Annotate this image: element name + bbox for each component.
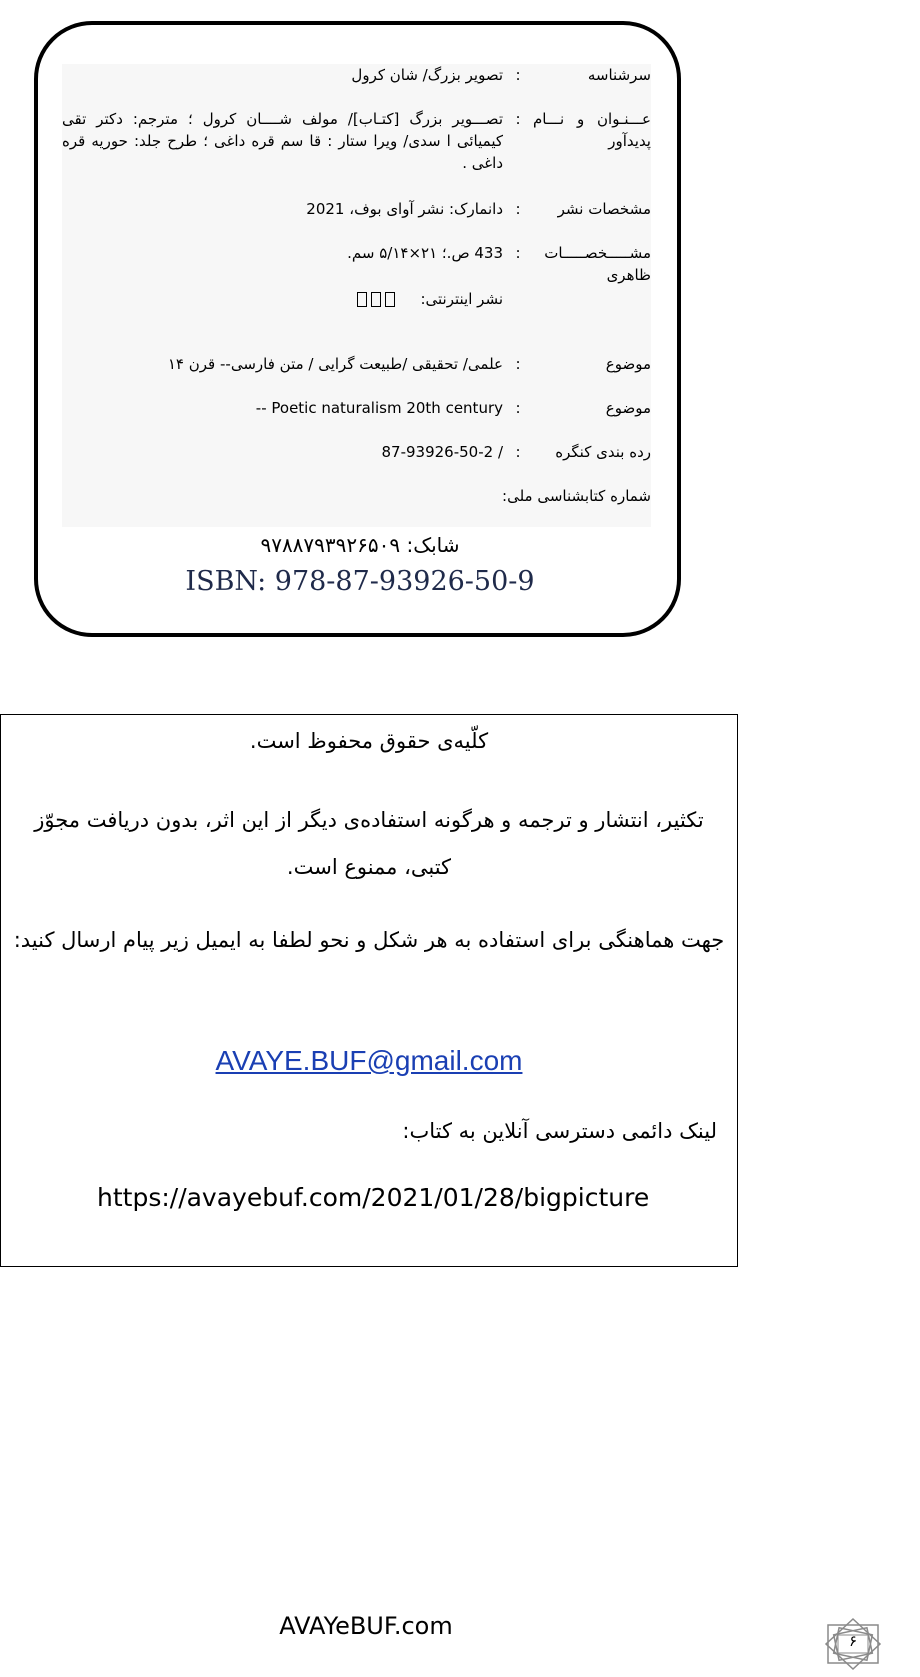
rights-box (0, 714, 738, 1267)
catalog-colon: : (515, 399, 521, 417)
catalog-row-author (62, 64, 651, 86)
catalog-value: علمی/ تحقیقی /طبیعت گرایی / متن فارسی-- قرن ۱۴ (167, 355, 503, 373)
catalog-label: مشخصات نشر (557, 200, 651, 218)
catalog-colon: : (515, 110, 521, 128)
catalog-label: موضوع (605, 399, 651, 417)
catalog-value: / 87-93926-50-2 (381, 443, 503, 461)
catalog-row-publication (62, 198, 651, 220)
catalog-row-online (62, 288, 651, 310)
catalog-table (62, 64, 651, 527)
catalog-row-title (62, 108, 651, 178)
missing-glyph-icon (385, 292, 395, 307)
online-link-label: لینک دائمی دسترسی آنلاین به کتاب: (402, 1119, 717, 1143)
rights-heading: کلّیه‌ی حقوق محفوظ است. (249, 729, 489, 753)
catalog-value: تصـــویر بزرگ [کتـاب]/ مولف شــــان کرول ؛ مترجم: دکتر تقی کیمیائی ا سدی/ ویرا ستار : قا سم قره داغی ؛ طرح جلد: حوریه قره داغی . (62, 110, 503, 172)
catalog-value: Poetic naturalism 20th century -- (255, 399, 503, 417)
catalog-value: 433 ص.؛ ۲۱×۵/۱۴ سم. (347, 244, 503, 262)
catalog-colon: : (515, 66, 521, 84)
book-url-link[interactable]: https://avayebuf.com/2021/01/28/bigpicture (97, 1183, 650, 1212)
catalog-value: دانمارک: نشر آوای بوف، 2021 (306, 200, 503, 218)
catalog-colon: : (515, 244, 521, 262)
missing-glyph-icon (371, 292, 381, 307)
catalog-colon: : (515, 355, 521, 373)
catalog-colon: : (515, 200, 521, 218)
catalog-value: تصویر بزرگ/ شان کرول (351, 66, 503, 84)
catalog-row-congress (62, 441, 651, 463)
footer-site: AVAYeBUF.com (279, 1612, 453, 1640)
catalog-label: موضوع (605, 355, 651, 373)
email-link[interactable]: AVAYE.BUF@gmail.com (215, 1045, 523, 1076)
catalog-label: مشـــــخصـــــات ظاهری (544, 244, 651, 284)
rights-paragraph-copy: تکثیر، انتشار و ترجمه و هرگونه استفاده‌ی دیگر از این اثر، بدون دریافت مجوّز کتبی، ممنوع است. (34, 808, 704, 879)
catalog-row-national (62, 485, 651, 507)
missing-glyph-icon (357, 292, 367, 307)
catalog-colon: : (515, 443, 521, 461)
catalog-row-subject (62, 353, 651, 375)
rights-paragraph-contact: جهت هماهنگی برای استفاده به هر شکل و نحو لطفا به ایمیل زیر پیام ارسال کنید: (13, 928, 725, 952)
catalog-label: عـــنـوان و نـــام پدیدآور (533, 110, 651, 150)
catalog-row-physical (62, 242, 651, 286)
page-number: ۶ (848, 1632, 858, 1650)
catalog-label: شماره کتابشناسی ملی: (502, 487, 651, 505)
isbn-number: ISBN: 978-87-93926-50-9 (185, 566, 535, 597)
catalog-label: رده بندی کنگره (555, 443, 651, 461)
catalog-label: سرشناسه (587, 66, 651, 84)
catalog-value: نشر اینترنتی: (420, 290, 503, 308)
page-number-badge (820, 1617, 886, 1671)
shabak-number: شابک: ۹۷۸۸۷۹۳۹۲۶۵۰۹ (260, 533, 460, 557)
catalog-row-subject-en (62, 397, 651, 419)
